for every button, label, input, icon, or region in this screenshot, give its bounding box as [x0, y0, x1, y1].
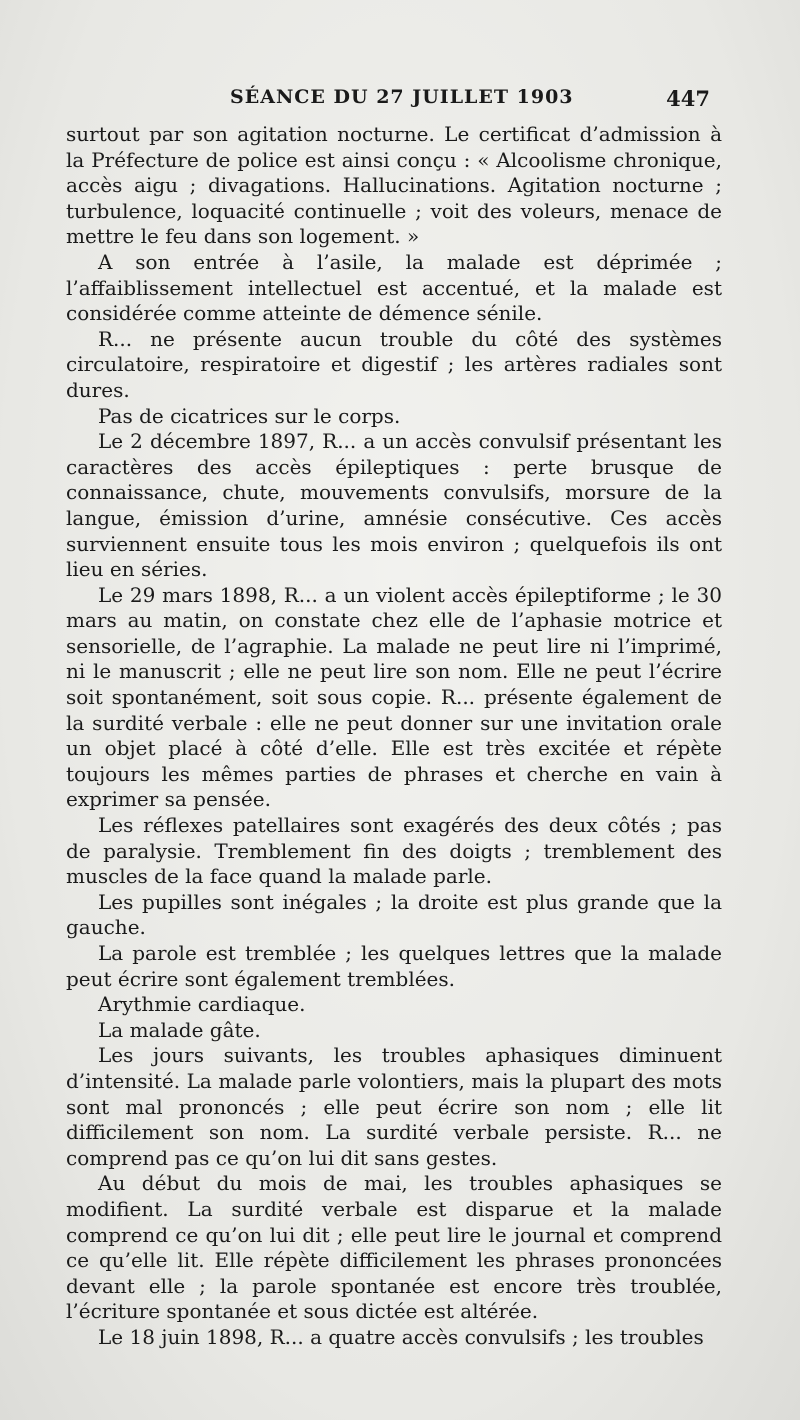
paragraph: La malade gâte. [98, 1017, 261, 1042]
paragraph: A son entrée à l’asile, la malade est déprimée ; l’affaiblissement intellectuel est accentué, et la malade est considérée comme atteinte de démence sénile. [66, 249, 722, 326]
body-text [66, 122, 722, 1351]
paragraph: Les pupilles sont inégales ; la droite est plus grande que la gauche. [66, 889, 722, 940]
running-head: SÉANCE DU 27 JUILLET 1903 [230, 86, 574, 108]
page-header [66, 86, 710, 116]
paragraph: Les jours suivants, les troubles aphasiques diminuent d’intensité. La malade parle volontiers, mais la plupart des mots sont mal prononcés ; elle peut écrire son nom ; elle lit difficilement son nom. La surdité verbale persiste. R... ne comprend pas ce qu’on lui dit sans gestes. [66, 1043, 722, 1170]
paragraph: La parole est tremblée ; les quelques lettres que la malade peut écrire sont également tremblées. [66, 941, 722, 991]
paragraph: Le 2 décembre 1897, R... a un accès convulsif présentant les caractères des accès épileptiques : perte brusque de connaissance, chute, mouvements convulsifs, morsure de la langue, émission d’urine, amnésie consécutive. Ces accès surviennent ensuite tous les mois environ ; quelquefois ils ont lieu en séries. [66, 429, 722, 582]
paragraph: R... ne présente aucun trouble du côté des systèmes circulatoire, respiratoire et digestif ; les artères radiales sont dures. [66, 326, 722, 402]
paragraph: Au début du mois de mai, les troubles aphasiques se modifient. La surdité verbale est disparue et la malade comprend ce qu’on lui dit ; elle peut lire le journal et comprend ce qu’elle lit. Elle répète difficilement les phrases prononcées devant elle ; la parole spontanée est encore très troublée, l’écriture spontanée et sous dictée est altérée. [66, 1171, 722, 1324]
paragraph: Les réflexes patellaires sont exagérés des deux côtés ; pas de paralysie. Tremblement fin des doigts ; tremblement des muscles de la face quand la malade parle. [66, 813, 722, 889]
paragraph: surtout par son agitation nocturne. Le certificat d’admission à la Préfecture de police est ainsi conçu : « Alcoolisme chronique, accès aigu ; divagations. Hallucinations. Agitation nocturne ; turbulence, loquacité continuelle ; voit des voleurs, menace de mettre le feu dans son logement. » [66, 122, 722, 249]
paragraph: Pas de cicatrices sur le corps. [98, 403, 401, 428]
page-number: 447 [666, 86, 710, 111]
paragraph: Le 29 mars 1898, R... a un violent accès épileptiforme ; le 30 mars au matin, on constate chez elle de l’aphasie motrice et sensorielle, de l’agraphie. La malade ne peut lire ni l’imprimé, ni le manuscrit ; elle ne peut lire son nom. Elle ne peut l’écrire soit spontanément, soit sous copie. R... présente également de la surdité verbale : elle ne peut donner sur une invitation orale un objet placé à côté d’elle. Elle est très excitée et répète toujours les mêmes parties de phrases et cherche en vain à exprimer sa pensée. [66, 582, 722, 812]
paragraph: Le 18 juin 1898, R... a quatre accès convulsifs ; les troubles [98, 1324, 704, 1349]
paragraph: Arythmie cardiaque. [98, 992, 306, 1017]
